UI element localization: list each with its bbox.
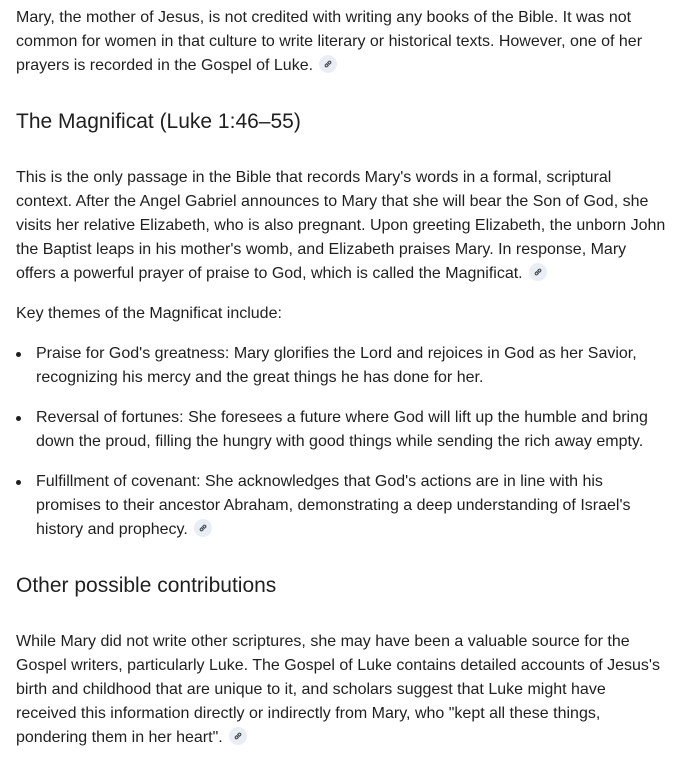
magnificat-heading: The Magnificat (Luke 1:46–55): [16, 110, 301, 133]
other-contributions-paragraph: [16, 630, 668, 750]
source-link-chip[interactable]: [529, 263, 547, 281]
theme-term: Reversal of fortunes:: [36, 409, 184, 426]
themes-intro: Key themes of the Magnificat include:: [16, 305, 282, 322]
bullet-icon: [16, 416, 21, 421]
other-contributions-heading: Other possible contributions: [16, 574, 277, 597]
bullet-icon: [16, 352, 21, 357]
intro-paragraph: [16, 6, 668, 78]
theme-text: Mary glorifies the Lord and rejoices in God as her Savior, recognizing his mercy and the great things he has done for her.: [36, 345, 637, 386]
magnificat-text: This is the only passage in the Bible that records Mary's words in a formal, scriptural context. After the Angel Gabriel announces to Mary that she will bear the Son of God, she visits her relative Elizabeth, who is also pregnant. Upon greeting Elizabeth, the unborn John the Baptist leaps in his mother's womb, and Elizabeth praises Mary. In response, Mary offers a powerful prayer of praise to God, which is called the Magnificat.: [16, 169, 666, 282]
magnificat-paragraph: [16, 166, 668, 286]
theme-term: Fulfillment of covenant:: [36, 473, 201, 490]
source-link-chip[interactable]: [194, 519, 212, 537]
theme-text: She foresees a future where God will lift up the humble and bring down the proud, filling the hungry with good things while sending the rich away empty.: [36, 409, 648, 450]
link-icon: [233, 731, 243, 741]
link-icon: [323, 59, 333, 69]
source-link-chip[interactable]: [229, 727, 247, 745]
source-link-chip[interactable]: [319, 55, 337, 73]
intro-text: Mary, the mother of Jesus, is not credited with writing any books of the Bible. It was not common for women in that culture to write literary or historical texts. However, one of her prayers is recorded in the Gospel of Luke.: [16, 9, 643, 74]
bullet-icon: [16, 480, 21, 485]
list-item: [16, 470, 668, 542]
theme-term: Praise for God's greatness:: [36, 345, 230, 362]
list-item: [16, 406, 668, 454]
list-item: [16, 342, 668, 390]
other-contributions-text: While Mary did not write other scriptures, she may have been a valuable source for the Gospel writers, particularly Luke. The Gospel of Luke contains detailed accounts of Jesus's birth and childhood that are unique to it, and scholars suggest that Luke might have received this information directly or indirectly from Mary, who "kept all these things, pondering them in her heart".: [16, 633, 660, 746]
theme-text: She acknowledges that God's actions are in line with his promises to their ancestor Abraham, demonstrating a deep understanding of Israel's history and prophecy.: [36, 473, 631, 538]
link-icon: [533, 267, 543, 277]
link-icon: [198, 523, 208, 533]
